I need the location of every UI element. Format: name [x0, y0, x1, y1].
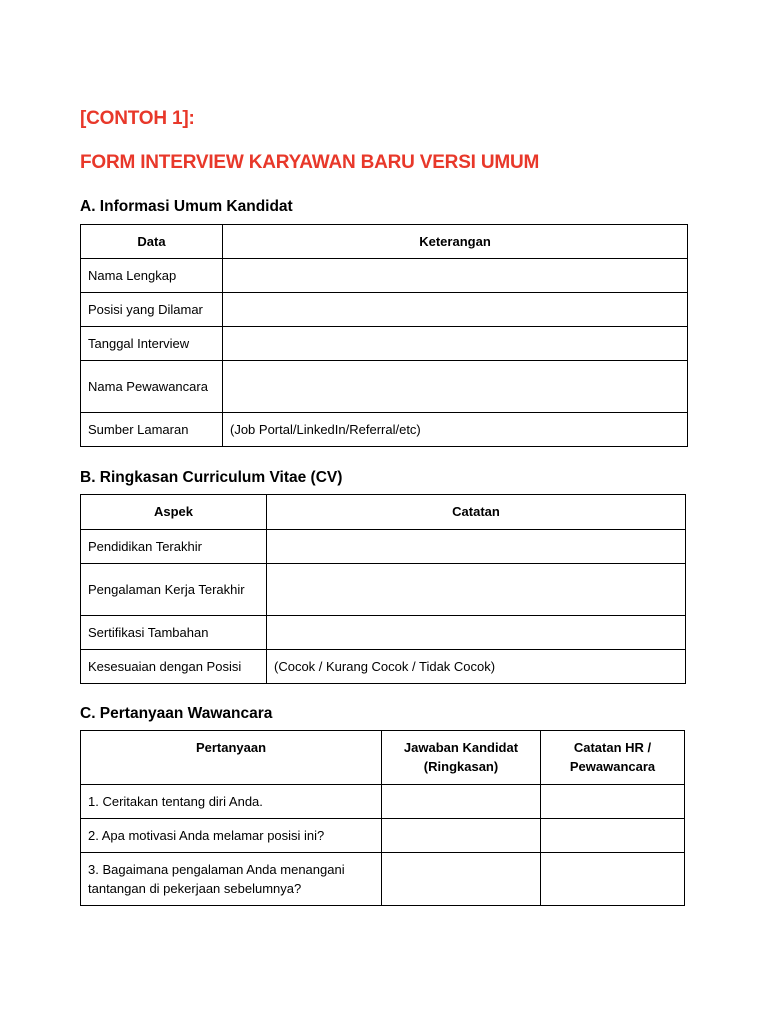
value-cell[interactable]	[223, 293, 688, 327]
value-cell[interactable]	[267, 564, 686, 616]
column-header: Pertanyaan	[81, 731, 382, 785]
table-row	[81, 819, 685, 853]
row-label: Kesesuaian dengan Posisi	[81, 650, 267, 684]
value-cell[interactable]	[223, 361, 688, 413]
column-header: Keterangan	[223, 225, 688, 259]
question-cell: 1. Ceritakan tentang diri Anda.	[81, 785, 382, 819]
row-label: Tanggal Interview	[81, 327, 223, 361]
table-header-row	[81, 731, 685, 785]
row-label: Nama Lengkap	[81, 259, 223, 293]
column-header: Catatan	[267, 495, 686, 530]
section-c-title: C. Pertanyaan Wawancara	[80, 705, 273, 722]
value-cell[interactable]	[267, 616, 686, 650]
hr-notes-cell[interactable]	[541, 819, 685, 853]
table-header-row	[81, 225, 688, 259]
section-b-title: B. Ringkasan Curriculum Vitae (CV)	[80, 469, 343, 486]
table-row	[81, 327, 688, 361]
row-label: Nama Pewawancara	[81, 361, 223, 413]
value-cell[interactable]	[267, 530, 686, 564]
value-cell[interactable]	[223, 259, 688, 293]
value-cell[interactable]: (Job Portal/LinkedIn/Referral/etc)	[223, 413, 688, 447]
cv-summary-table	[80, 494, 686, 684]
hr-notes-cell[interactable]	[541, 853, 685, 906]
table-row	[81, 259, 688, 293]
table-row	[81, 293, 688, 327]
form-title: FORM INTERVIEW KARYAWAN BARU VERSI UMUM	[80, 152, 540, 173]
table-row	[81, 564, 686, 616]
column-header: Catatan HR / Pewawancara	[541, 731, 685, 785]
section-a-title: A. Informasi Umum Kandidat	[80, 198, 293, 215]
row-label: Pengalaman Kerja Terakhir	[81, 564, 267, 616]
table-row	[81, 650, 686, 684]
row-label: Sumber Lamaran	[81, 413, 223, 447]
table-row	[81, 413, 688, 447]
value-cell[interactable]: (Cocok / Kurang Cocok / Tidak Cocok)	[267, 650, 686, 684]
column-header: Aspek	[81, 495, 267, 530]
question-cell: 3. Bagaimana pengalaman Anda menangani tantangan di pekerjaan sebelumnya?	[81, 853, 382, 906]
answer-cell[interactable]	[382, 785, 541, 819]
general-info-table	[80, 224, 688, 447]
table-row	[81, 616, 686, 650]
table-row	[81, 361, 688, 413]
row-label: Pendidikan Terakhir	[81, 530, 267, 564]
column-header: Jawaban Kandidat (Ringkasan)	[382, 731, 541, 785]
interview-questions-table	[80, 730, 685, 906]
table-row	[81, 785, 685, 819]
row-label: Posisi yang Dilamar	[81, 293, 223, 327]
table-header-row	[81, 495, 686, 530]
answer-cell[interactable]	[382, 853, 541, 906]
hr-notes-cell[interactable]	[541, 785, 685, 819]
table-row	[81, 530, 686, 564]
example-label: [CONTOH 1]:	[80, 108, 195, 129]
column-header: Data	[81, 225, 223, 259]
question-cell: 2. Apa motivasi Anda melamar posisi ini?	[81, 819, 382, 853]
table-row	[81, 853, 685, 906]
answer-cell[interactable]	[382, 819, 541, 853]
row-label: Sertifikasi Tambahan	[81, 616, 267, 650]
value-cell[interactable]	[223, 327, 688, 361]
